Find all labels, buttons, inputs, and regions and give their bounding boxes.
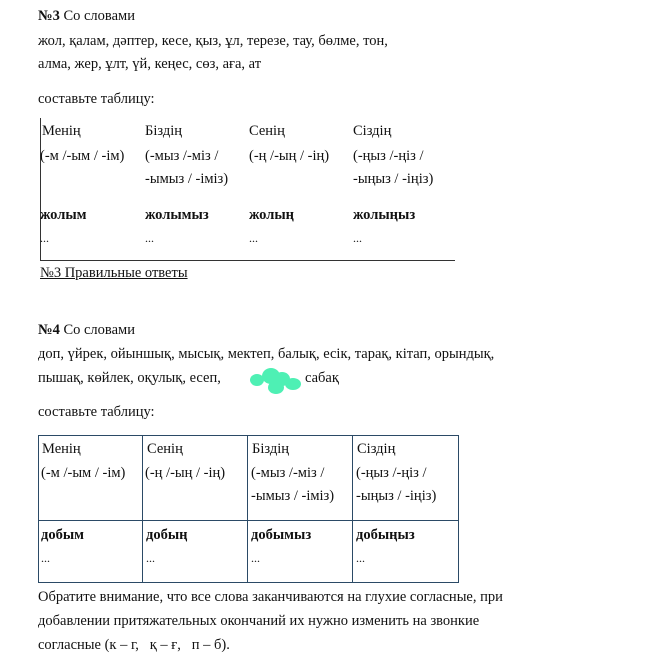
t2-ending-1: (-м /-ым / -ім) — [41, 465, 126, 481]
t1-ending-3: (-ң /-ың / -ің) — [249, 148, 330, 164]
section4-instruction: составьте таблицу: — [38, 404, 155, 420]
section4-words-line2b: сабақ — [305, 370, 339, 386]
t2-header-1: Менің — [42, 441, 81, 457]
t1-header-3: Сенің — [249, 123, 285, 139]
t2-example-1-stem: доб — [41, 527, 63, 543]
t2-ending-2: (-ң /-ың / -ің) — [145, 465, 226, 481]
t2-example-3 — [251, 527, 311, 544]
t2-ending-4: (-ңыз /-ңіз / — [356, 465, 427, 481]
t2-header-4: Сіздің — [357, 441, 396, 457]
section3-instruction: составьте таблицу: — [38, 91, 155, 107]
t1-ending-1: (-м /-ым / -ім) — [40, 148, 125, 164]
section3-title-text: Со словами — [59, 8, 135, 24]
t2-example-4-suffix: ыңыз — [377, 527, 415, 543]
t1-ellipsis-4: ... — [353, 231, 362, 245]
t2-example-1-suffix: ым — [62, 527, 85, 543]
t2-example-3-suffix: ымыз — [272, 527, 312, 543]
t1-example-2: жолымыз — [145, 207, 209, 223]
t2-example-3-stem: доб — [251, 527, 273, 543]
t1-ending-4b: -ыңыз / -іңіз) — [353, 171, 434, 187]
t1-ellipsis-1: ... — [40, 231, 49, 245]
section3-answers-link[interactable]: №3 Правильные ответы — [40, 265, 188, 281]
section3-words-line2: алма, жер, ұлт, үй, кеңес, сөз, аға, ат — [38, 56, 262, 72]
section3-number: №3 — [38, 8, 60, 24]
t2-example-2-stem: доб — [146, 527, 168, 543]
t1-header-4: Сіздің — [353, 123, 392, 139]
t1-ellipsis-2: ... — [145, 231, 154, 245]
t2-example-4-stem: доб — [356, 527, 378, 543]
t2-ellipsis-1: ... — [41, 551, 50, 565]
t2-header-3: Біздің — [252, 441, 289, 457]
t2-ending-4b: -ыңыз / -іңіз) — [356, 488, 437, 504]
t1-ending-4: (-ңыз /-ңіз / — [353, 148, 424, 164]
section3-words-line1: жол, қалам, дәптер, кесе, қыз, ұл, терезе, тау, бөлме, тон, — [38, 33, 388, 49]
section4-note-line3: согласные (к – г, қ – ғ, п – б). — [38, 637, 230, 653]
t2-header-2: Сенің — [147, 441, 183, 457]
section4-title-text: Со словами — [59, 322, 135, 338]
t2-ellipsis-4: ... — [356, 551, 365, 565]
section3-title — [38, 8, 135, 25]
t1-header-2: Біздің — [145, 123, 182, 139]
t2-example-1 — [41, 527, 84, 544]
t2-ending-3b: -ымыз / -іміз) — [251, 488, 335, 504]
t2-example-4 — [356, 527, 415, 544]
t1-header-1: Менің — [42, 123, 81, 139]
t2-ellipsis-2: ... — [146, 551, 155, 565]
section4-words-line1: доп, үйрек, ойыншық, мысық, мектеп, балық, есік, тарақ, кітап, орындық, — [38, 346, 495, 362]
t1-example-4: жолыңыз — [353, 207, 416, 223]
t2-example-2-suffix: ың — [167, 527, 188, 543]
t1-ellipsis-3: ... — [249, 231, 258, 245]
section4-number: №4 — [38, 322, 60, 338]
t2-ellipsis-3: ... — [251, 551, 260, 565]
section4-words-line2a: пышақ, көйлек, оқулық, есеп, — [38, 370, 221, 386]
t2-example-2 — [146, 527, 188, 544]
t1-ending-2b: -ымыз / -іміз) — [145, 171, 229, 187]
t1-ending-2: (-мыз /-міз / — [145, 148, 219, 164]
t2-ending-3: (-мыз /-міз / — [251, 465, 325, 481]
section4-note-line2: добавлении притяжательных окончаний их нужно изменить на звонкие — [38, 613, 480, 629]
section4-words-line2 — [38, 370, 221, 387]
t1-example-1: жолым — [40, 207, 87, 223]
table-bottom-border — [40, 260, 455, 261]
section4-table — [38, 435, 459, 583]
t1-example-3: жолың — [249, 207, 295, 223]
section4-title — [38, 322, 135, 339]
section4-note-line1: Обратите внимание, что все слова заканчиваются на глухие согласные, при — [38, 589, 503, 605]
